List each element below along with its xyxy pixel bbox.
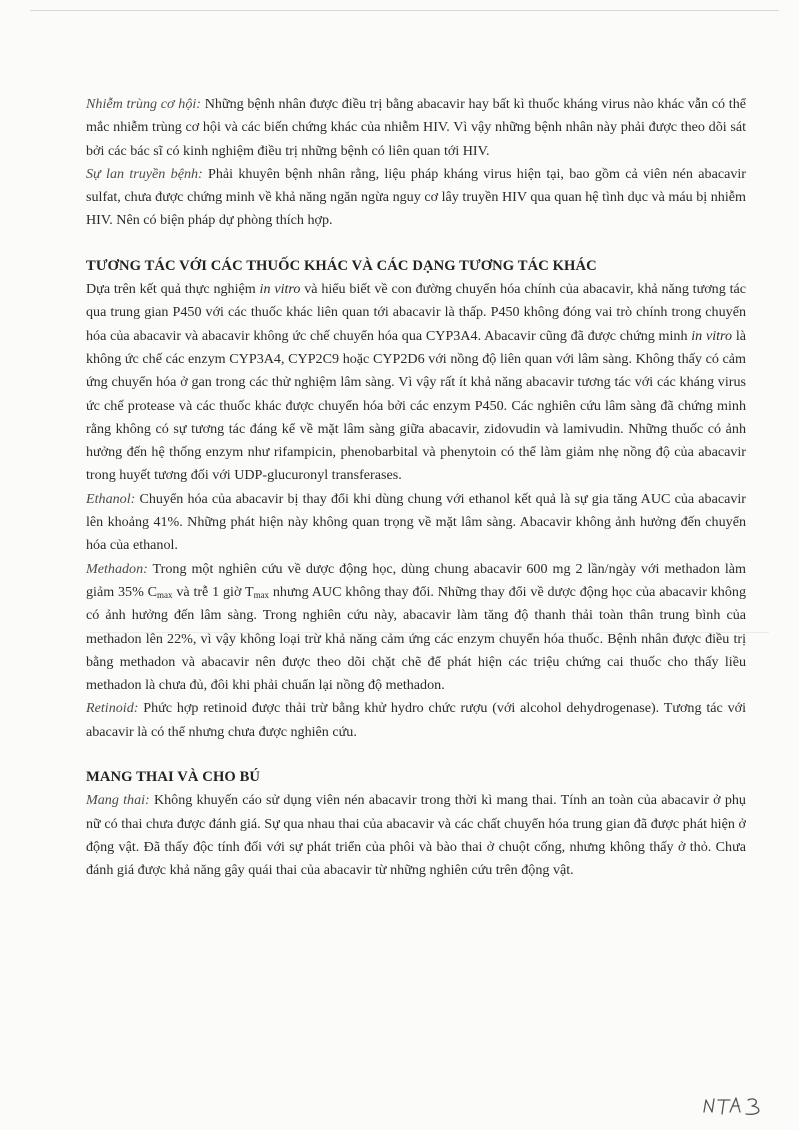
text-pregnancy: Không khuyến cáo sử dụng viên nén abacavir trong thời kì mang thai. Tính an toàn của abacavir ở phụ nữ có thai chưa được đánh giá. Sự qua nhau thai của abacavir và các chất chuyển hóa trung gian đã được phát hiện ở động vật. Đã thấy độc tính đối với sự phát triển của phôi và bào thai ở chuột cống, nhưng không thấy ở thỏ. Chưa đánh giá được khả năng gây quái thai của abacavir từ những nghiên cứu trên động vật. [86, 792, 746, 879]
document-page [86, 93, 746, 883]
lead-transmission: Sự lan truyền bệnh: [86, 165, 203, 182]
paragraph-opportunistic-infection [86, 93, 746, 163]
text-intro-a: Dựa trên kết quả thực nghiệm [86, 281, 260, 298]
page-top-edge [30, 10, 779, 11]
lead-opportunistic-infection: Nhiễm trùng cơ hội: [86, 96, 201, 112]
spacer [86, 744, 746, 766]
paragraph-interactions-intro [86, 278, 746, 488]
text-retinoid: Phức hợp retinoid được thải trừ bằng khử hydro chức rượu (với alcohol dehydrogenase). Tương tác với abacavir là có thể nhưng chưa được nghiên cứu. [86, 700, 746, 740]
paragraph-pregnancy [86, 789, 746, 882]
text-opportunistic-infection: Những bệnh nhân được điều trị bằng abacavir hay bất kì thuốc kháng virus nào khác vẫn có thể mắc nhiễm trùng cơ hội và các biến chứng khác của nhiễm HIV. Vì vậy những bệnh nhân này phải được theo dõi sát bởi các bác sĩ có kinh nghiệm điều trị những bệnh có liên quan tới HIV. [86, 96, 747, 159]
lead-pregnancy: Mang thai: [86, 792, 150, 809]
text-methadon-a: Trong một nghiên cứu về dược động học, dùng chung abacavir 600 mg 2 lần/ngày với methadon làm giảm 35% C [86, 560, 746, 600]
heading-interactions: TƯƠNG TÁC VỚI CÁC THUỐC KHÁC VÀ CÁC DẠNG TƯƠNG TÁC KHÁC [86, 257, 597, 274]
subscript-cmax: max [157, 589, 173, 600]
lead-retinoid: Retinoid: [86, 700, 139, 717]
text-methadon-c: nhưng AUC không thay đổi. Những thay đổi về dược động học của abacavir không có ảnh hưởng đến lâm sàng. Trong nghiên cứu này, abacavir làm tăng độ thanh thải toàn thân trung bình của methadon lên 22%, vì vậy không loại trừ khả năng cảm ứng các enzym chuyển hóa thuốc. Bệnh nhân được điều trị bằng methadon và abacavir nên được theo dõi chặt chẽ để phát hiện các triệu chứng cai thuốc cho thấy liều methadon là chưa đủ, đôi khi phải chuẩn lại nồng độ methadon. [86, 583, 746, 694]
text-ethanol: Chuyển hóa của abacavir bị thay đổi khi dùng chung với ethanol kết quả là sự gia tăng AUC của abacavir lên khoảng 41%. Những phát hiện này không quan trọng về mặt lâm sàng. Abacavir không ảnh hưởng đến chuyển hóa của ethanol. [86, 490, 746, 554]
text-methadon-b: và trễ 1 giờ T [172, 583, 254, 600]
text-in-vitro-2: in vitro [691, 327, 733, 344]
heading-pregnancy: MANG THAI VÀ CHO BÚ [86, 769, 261, 786]
text-intro-c: và hiểu biết về con đường chuyển hóa chính của abacavir, khả năng tương tác qua trung gian P450 với các thuốc khác liên quan tới abacavir là thấp. P450 không đóng vai trò chính trong chuyển hóa của abacavir và abacavir không ức chế chuyển hóa qua CYP3A4. Abacavir cũng đã được chứng minh [86, 281, 747, 344]
paragraph-retinoid [86, 697, 746, 744]
text-transmission: Phải khuyên bệnh nhân rằng, liệu pháp kháng virus hiện tại, bao gồm cả viên nén abacavir sulfat, chưa được chứng minh về khả năng ngăn ngừa nguy cơ lây truyền HIV qua quan hệ tình dục và máu bị nhiễm HIV. Nên có biện pháp dự phòng thích hợp. [86, 165, 746, 229]
spacer [86, 233, 746, 255]
paragraph-transmission [86, 163, 746, 233]
text-intro-e: là không ức chế các enzym CYP3A4, CYP2C9 hoặc CYP2D6 với nồng độ liên quan với lâm sàng. Không thấy có cảm ứng chuyển hóa ở gan trong các thử nghiệm lâm sàng. Vì vậy rất ít khả năng abacavir tương tác với các kháng virus ức chế protease và các thuốc khác được chuyển hóa bởi các enzym P450. Các nghiên cứu lâm sàng đã chứng minh rằng không có sự tương tác đáng kể về mặt lâm sàng giữa abacavir, zidovudin và lamivudin. Những thuốc có ảnh hưởng đến hệ thống enzym như rifampicin, phenobarbital và phenytoin có thể làm giảm nhẹ nồng độ của abacavir trong huyết tương đối với UDP-glucuronyl transferases. [86, 327, 746, 484]
subscript-tmax: max [253, 589, 270, 600]
paragraph-methadon [86, 558, 746, 698]
text-in-vitro-1: in vitro [259, 281, 301, 298]
lead-ethanol: Ethanol: [86, 490, 136, 507]
handwritten-initials [700, 1090, 770, 1120]
lead-methadon: Methadon: [86, 560, 148, 577]
paragraph-ethanol [86, 488, 746, 558]
